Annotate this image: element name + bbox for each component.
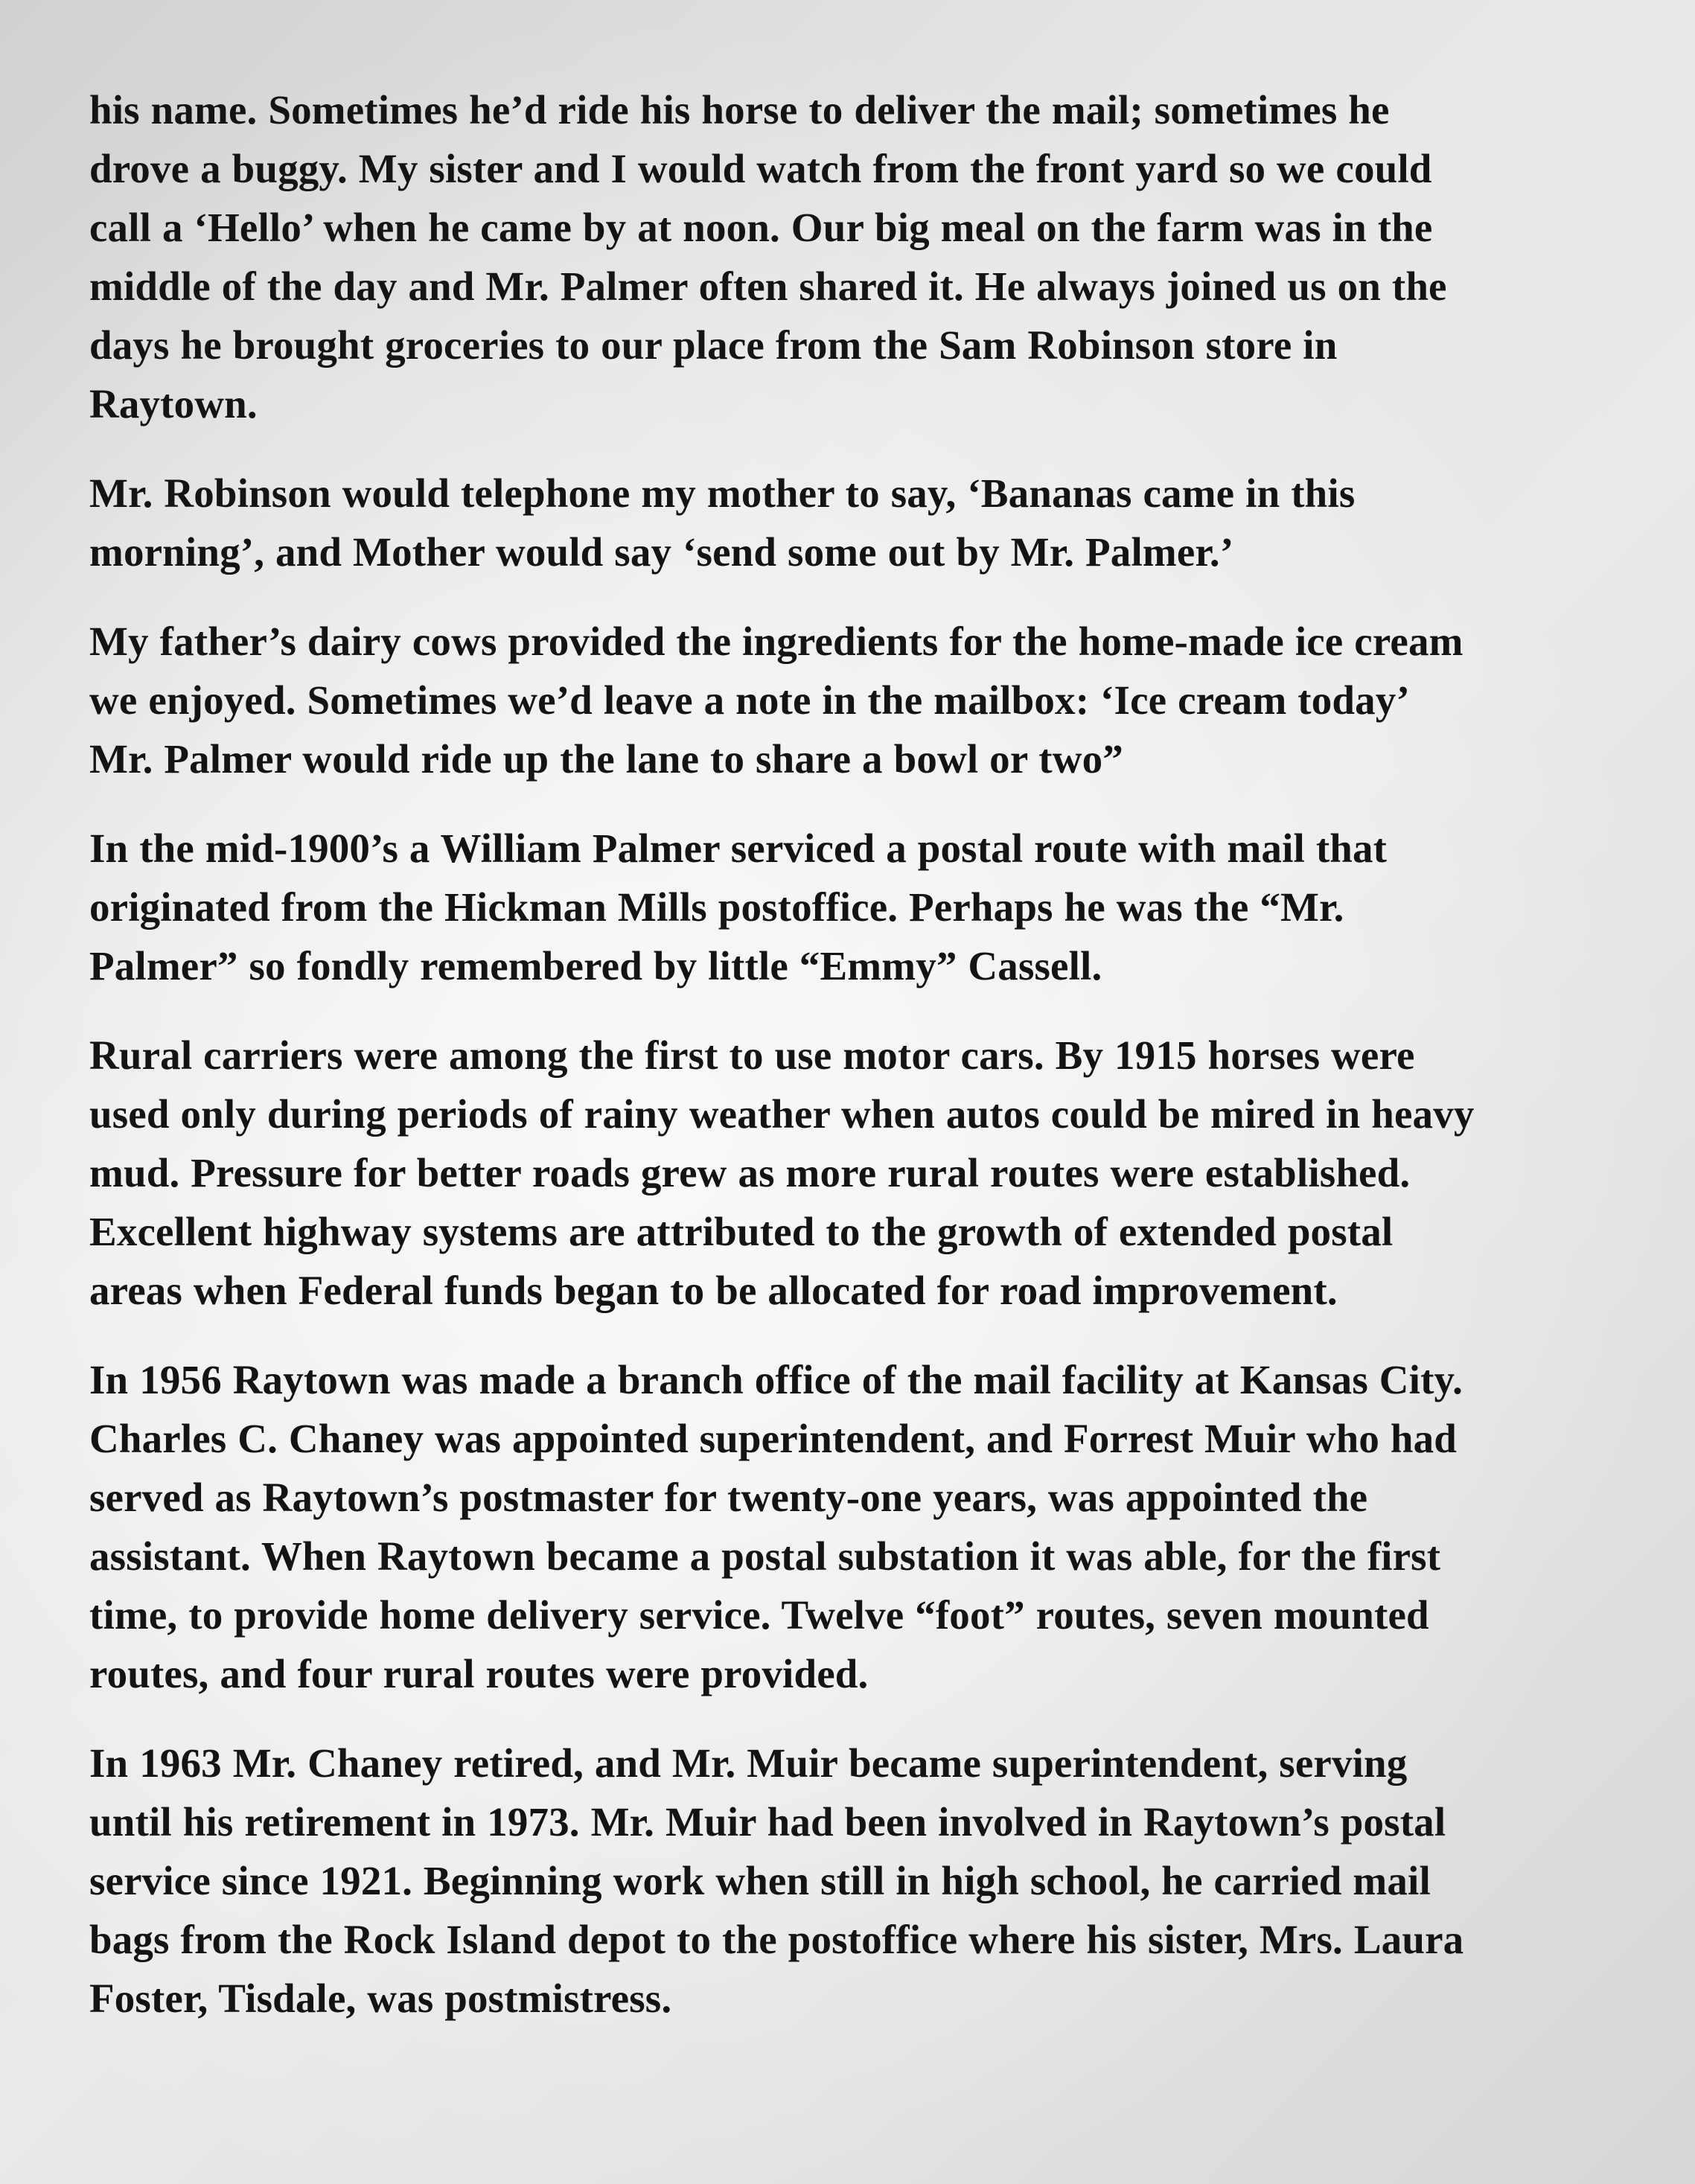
paragraph-1963-chaney-retired: In 1963 Mr. Chaney retired, and Mr. Muir became superintendent, serving until his retirement in 1973. Mr. Muir had been involved in Raytown’s postal service since 1921. Beginning work when still in high school, he carried mail bags from the Rock Island depot to the postoffice where his sister, Mrs. Laura Foster, Tisdale, was postmistress. xyxy=(89,1740,1464,2021)
paragraph-mr-palmer-mail: his name. Sometimes he’d ride his horse to deliver the mail; sometimes he drove a buggy. My sister and I would watch from the front yard so we could call a ‘Hello’ when he came by at noon. Our big meal on the farm was in the middle of the day and Mr. Palmer often shared it. He always joined us on the days he brought groceries to our place from the Sam Robinson store in Raytown. xyxy=(89,87,1447,427)
paragraph-rural-carriers: Rural carriers were among the first to use motor cars. By 1915 horses were used only during periods of rainy weather when autos could be mired in heavy mud. Pressure for better roads grew as more rural routes were established. Excellent highway systems are attributed to the growth of extended postal areas when Federal funds began to be allocated for road improvement. xyxy=(89,1032,1475,1313)
paragraph-ice-cream: My father’s dairy cows provided the ingredients for the home-made ice cream we enjoyed. Sometimes we’d leave a note in the mailbox: ‘Ice cream today’ Mr. Palmer would ride up the lane to share a bowl or two” xyxy=(89,619,1463,782)
paragraph-bananas: Mr. Robinson would telephone my mother to say, ‘Bananas came in this morning’, and Mother would say ‘send some out by Mr. Palmer.’ xyxy=(89,470,1356,575)
paragraph-1956-branch-office: In 1956 Raytown was made a branch office of the mail facility at Kansas City. Charles C. Chaney was appointed superintendent, and Forrest Muir who had served as Raytown’s postmaster for twenty-one years, was appointed the assistant. When Raytown became a postal substation it was able, for the first time, to provide home delivery service. Twelve “foot” routes, seven mounted routes, and four rural routes were provided. xyxy=(89,1357,1463,1696)
paragraph-william-palmer: In the mid-1900’s a William Palmer serviced a postal route with mail that originated from the Hickman Mills postoffice. Perhaps he was the “Mr. Palmer” so fondly remembered by little “Emmy” Cassell. xyxy=(89,826,1388,989)
